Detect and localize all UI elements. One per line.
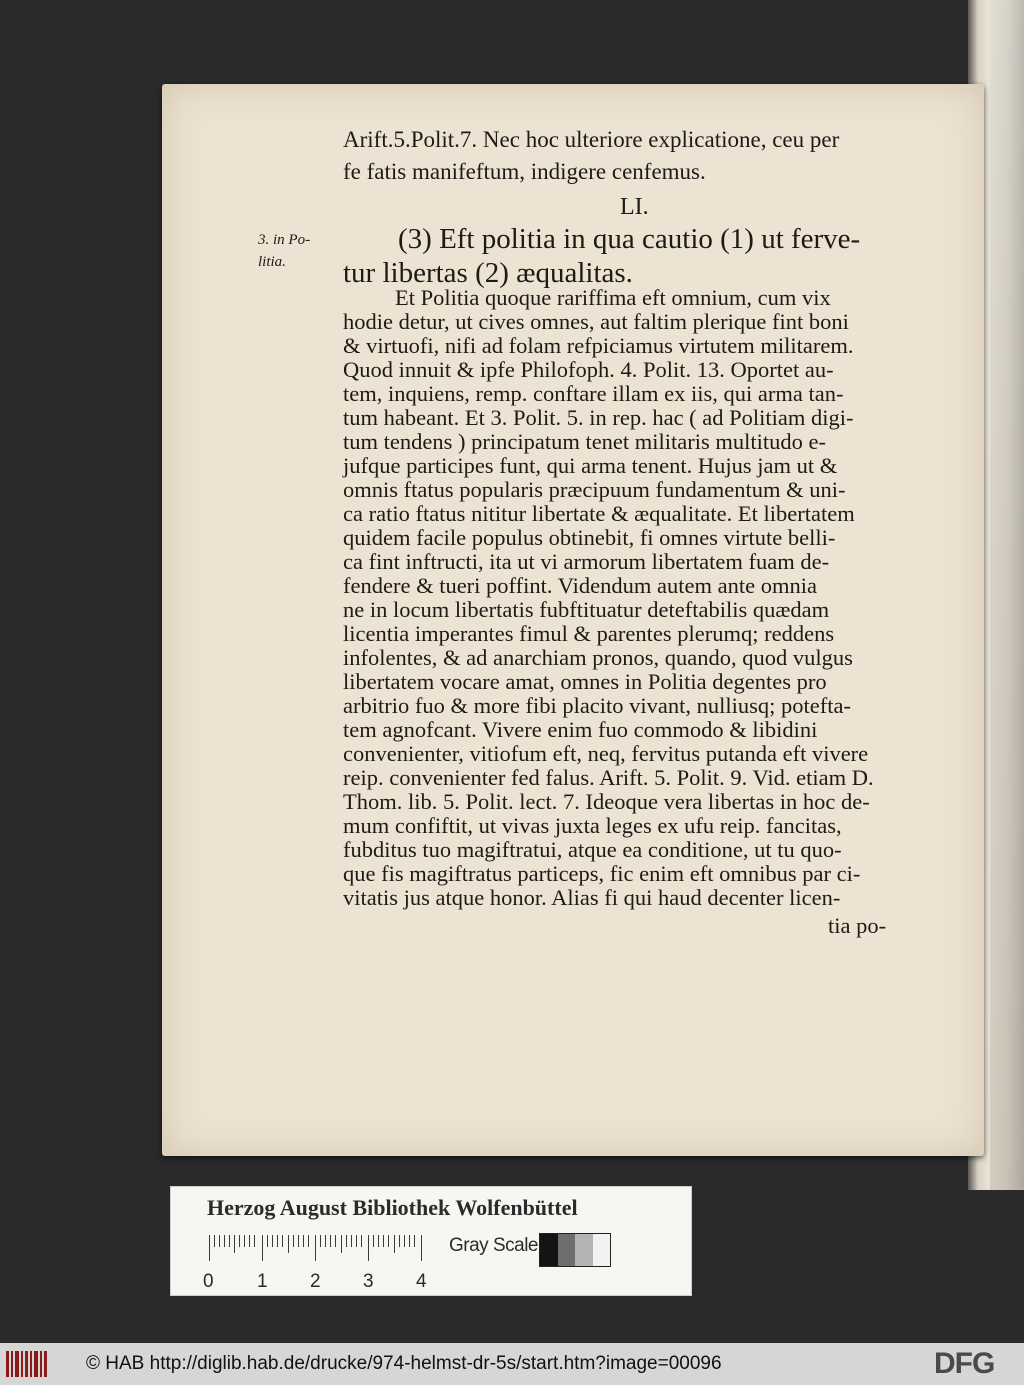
body-line: fubditus tuo magiftratui, atque ea conditione, ut tu quo- bbox=[343, 837, 842, 862]
body-line: tem, inquiens, remp. conftare illam ex iis, qui arma tan- bbox=[343, 381, 844, 406]
ruler-number: 0 bbox=[203, 1271, 214, 1292]
margin-note-line-1: 3. in Po- bbox=[258, 232, 311, 248]
gray-swatch bbox=[558, 1234, 576, 1266]
ruler-number: 1 bbox=[257, 1271, 268, 1292]
margin-note-line-2: litia. bbox=[258, 254, 286, 270]
body-line: tem agnofcant. Vivere enim fuo commodo & libidini bbox=[343, 717, 818, 742]
gray-scale-label: Gray Scale bbox=[449, 1235, 538, 1256]
body-line: mum confiftit, ut vivas juxta leges ex ufu reip. fancitas, bbox=[343, 813, 842, 838]
page-line-2: fe fatis manifeftum, indigere cenfemus. bbox=[343, 159, 706, 184]
body-line: fendere & tueri poffint. Videndum autem ante omnia bbox=[343, 573, 817, 598]
page-line-1: Arift.5.Polit.7. Nec hoc ulteriore explicatione, ceu per bbox=[343, 127, 840, 152]
gray-swatch bbox=[540, 1234, 558, 1266]
body-line: ne in locum libertatis fubftituatur deteftabilis quædam bbox=[343, 597, 830, 622]
body-line: vitatis jus atque honor. Alias fi qui haud decenter licen- bbox=[343, 885, 841, 910]
dfg-logo: DFG bbox=[934, 1347, 995, 1380]
gray-scale-swatches bbox=[539, 1233, 611, 1267]
copyright-url[interactable]: © HAB http://diglib.hab.de/drucke/974-helmst-dr-5s/start.htm?image=00096 bbox=[86, 1353, 722, 1374]
catchword: tia po- bbox=[828, 913, 887, 938]
ruler bbox=[209, 1235, 437, 1261]
body-line: tum habeant. Et 3. Polit. 5. in rep. hac ( ad Politiam digi- bbox=[343, 405, 854, 430]
heading-line-1: (3) Eft politia in qua cautio (1) ut ferve- bbox=[398, 223, 861, 255]
library-name: Herzog August Bibliothek Wolfenbüttel bbox=[207, 1195, 578, 1220]
footer-bar bbox=[0, 1343, 1024, 1385]
gray-swatch bbox=[593, 1234, 611, 1266]
body-line: ca ratio ftatus nititur libertate & æqualitate. Et libertatem bbox=[343, 501, 855, 526]
body-line: quidem facile populus obtinebit, fi omnes virtute belli- bbox=[343, 525, 836, 550]
body-line: ca fint inftructi, ita ut vi armorum libertatem fuam de- bbox=[343, 549, 830, 574]
ruler-number: 2 bbox=[310, 1271, 321, 1292]
body-line: hodie detur, ut cives omnes, aut faltim plerique fint boni bbox=[343, 309, 849, 334]
body-line: & virtuofi, nifi ad folam refpiciamus virtutem militarem. bbox=[343, 333, 854, 358]
barcode-icon bbox=[6, 1351, 48, 1377]
heading-line-2: tur libertas (2) æqualitas. bbox=[343, 257, 633, 289]
body-line: infolentes, & ad anarchiam pronos, quando, quod vulgus bbox=[343, 645, 853, 670]
body-line: reip. convenienter fed falus. Arift. 5. Polit. 9. Vid. etiam D. bbox=[343, 765, 874, 790]
calibration-card bbox=[170, 1186, 692, 1296]
body-line: omnis ftatus popularis præcipuum fundamentum & uni- bbox=[343, 477, 846, 502]
adjacent-page-shade bbox=[990, 0, 1024, 1190]
ruler-number: 3 bbox=[363, 1271, 374, 1292]
section-number: LI. bbox=[620, 194, 649, 220]
ruler-number: 4 bbox=[416, 1271, 427, 1292]
body-line: Quod innuit & ipfe Philofoph. 4. Polit. 13. Oportet au- bbox=[343, 357, 834, 382]
body-line: licentia imperantes fimul & parentes plerumq; reddens bbox=[343, 621, 835, 646]
body-line: convenienter, vitiofum eft, neq, fervitus putanda eft vivere bbox=[343, 741, 869, 766]
body-line: libertatem vocare amat, omnes in Politia degentes pro bbox=[343, 669, 827, 694]
body-line: jufque participes funt, qui arma tenent. Hujus jam ut & bbox=[343, 453, 838, 478]
body-line: Thom. lib. 5. Polit. lect. 7. Ideoque vera libertas in hoc de- bbox=[343, 789, 870, 814]
body-line: que fis magiftratus particeps, fic enim eft omnibus par ci- bbox=[343, 861, 861, 886]
gray-swatch bbox=[575, 1234, 593, 1266]
body-line: Et Politia quoque rariffima eft omnium, cum vix bbox=[395, 285, 831, 310]
body-line: arbitrio fuo & more fibi placito vivant, nulliusq; potefta- bbox=[343, 693, 852, 718]
body-line: tum tendens ) principatum tenet militaris multitudo e- bbox=[343, 429, 827, 454]
